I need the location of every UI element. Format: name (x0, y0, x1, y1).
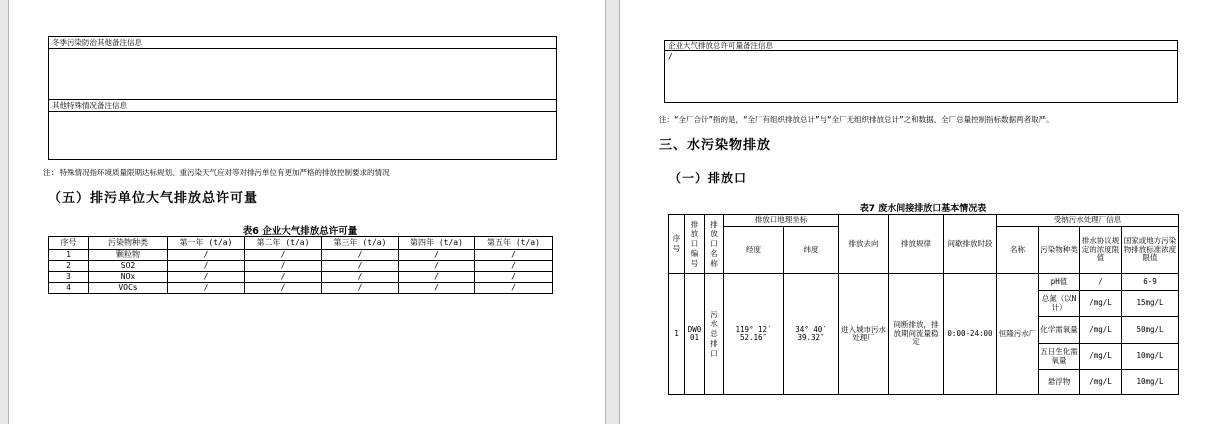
table6-header-row (49, 237, 553, 250)
table7-cell-standard-limit: 15mg/L (1122, 291, 1179, 317)
table6-cell: SO2 (89, 261, 168, 272)
table7-header-pollutant: 污染物种类 (1039, 227, 1080, 274)
table6-cell: / (322, 250, 399, 261)
table7-header-seq-text: 序号 (672, 234, 681, 253)
winter-pollution-remarks-content (49, 49, 556, 100)
table6-cell: / (245, 261, 322, 272)
table6-header-cell: 第二年 (t/a) (245, 237, 322, 250)
table7-cell-agreement-limit: /mg/L (1080, 291, 1122, 317)
section-heading-water-pollutants: 三、水污染物排放 (659, 138, 772, 153)
table6-cell: / (168, 272, 245, 283)
table-wastewater-outlets (668, 214, 1179, 395)
other-special-remarks-header: 其他特殊情况备注信息 (49, 100, 556, 112)
table7-header-longitude: 经度 (724, 227, 784, 274)
table6-cell: / (399, 250, 475, 261)
table6-cell: / (475, 261, 553, 272)
table7-header-pattern: 排放规律 (889, 215, 944, 274)
table7-cell-pollutant-name: 悬浮物 (1039, 370, 1080, 395)
table7-header-period: 间歇排放时段 (944, 215, 997, 274)
table6-cell: NOx (89, 272, 168, 283)
table7-cell-agreement-limit: /mg/L (1080, 317, 1122, 344)
left-page-note: 注: 特殊情况指环境质量限期达标规划、重污染天气应对等对排污单位有更加严格的排放控制要求的情况 (43, 168, 390, 177)
table6-cell: / (399, 283, 475, 294)
table6-cell: VOCs (89, 283, 168, 294)
table7-cell-agreement-limit: /mg/L (1080, 344, 1122, 370)
table7-cell-standard-limit: 6-9 (1122, 274, 1179, 291)
table6-row (49, 272, 553, 283)
table6-header-cell: 第四年 (t/a) (399, 237, 475, 250)
table6-cell: / (475, 272, 553, 283)
table6-cell: / (245, 272, 322, 283)
table6-cell: / (245, 250, 322, 261)
table6-cell: / (399, 261, 475, 272)
air-permit-remarks-content: / (668, 52, 673, 61)
table6-cell: / (399, 272, 475, 283)
winter-pollution-remarks-header: 冬季污染防治其他备注信息 (49, 37, 556, 49)
table7-header-outlet-no-text: 排放口编号 (690, 219, 699, 268)
table7-header-standard-limit: 国家或地方污染物排放标准浓度限值 (1122, 227, 1179, 274)
table7-cell-latitude: 34° 40′ 39.32″ (784, 274, 839, 395)
table7-header-destination: 排放去向 (839, 215, 889, 274)
document-page-left (8, 0, 606, 424)
table7-header-agreement-limit: 排水协议规定的浓度限值 (1080, 227, 1122, 274)
right-page-note: 注：“全厂合计”指的是，“全厂有组织排放总计”与“全厂无组织排放总计”之和数据、全厂总量控制指标数据两者取严。 (659, 115, 1054, 124)
table6-cell: / (322, 283, 399, 294)
air-permit-remarks-box (664, 40, 1178, 103)
table7-cell-standard-limit: 10mg/L (1122, 344, 1179, 370)
table6-cell: / (475, 283, 553, 294)
table7-cell-outlet-name (705, 274, 724, 395)
table7-title: 表7 废水间接排放口基本情况表 (859, 204, 987, 214)
table7-cell-standard-limit: 50mg/L (1122, 317, 1179, 344)
table7-header-seq (669, 215, 685, 274)
table6-row (49, 261, 553, 272)
table6-header-cell: 第三年 (t/a) (322, 237, 399, 250)
table7-cell-standard-limit: 10mg/L (1122, 370, 1179, 395)
remarks-boxes (48, 36, 557, 160)
table6-cell: 颗粒物 (89, 250, 168, 261)
table7-cell-pollutant-name: 化学需氧量 (1039, 317, 1080, 344)
table6-header-cell: 第五年 (t/a) (475, 237, 553, 250)
table6-cell: 2 (49, 261, 89, 272)
table6-header-cell: 污染物种类 (89, 237, 168, 250)
table7-header-outlet-name-text: 排放口名称 (710, 219, 718, 268)
table7-cell-longitude: 119° 12′ 52.16″ (724, 274, 784, 395)
table7-cell-wwtp-name: 恒隆污水厂 (997, 274, 1039, 395)
document-page-right (619, 0, 1222, 424)
table-air-total-permit (48, 236, 553, 294)
table7-cell-outlet-no: DW001 (685, 274, 705, 395)
other-special-remarks-content (49, 112, 556, 159)
table7-cell-pollutant-name: 五日生化需氧量 (1039, 344, 1080, 370)
table6-row (49, 283, 553, 294)
table6-cell: / (322, 272, 399, 283)
table7-header-wwtp-group: 受纳污水处理厂信息 (997, 215, 1179, 227)
table7-cell-period: 0:00-24:00 (944, 274, 997, 395)
table7-data-row (669, 274, 1179, 291)
table6-cell: 3 (49, 272, 89, 283)
table7-header-wwtp-name: 名称 (997, 227, 1039, 274)
table6-title: 表6 企业大气排放总许可量 (242, 226, 358, 237)
table7-cell-pollutant-name: pH值 (1039, 274, 1080, 291)
table6-cell: / (168, 261, 245, 272)
table7-cell-seq: 1 (669, 274, 685, 395)
table7-cell-agreement-limit: /mg/L (1080, 370, 1122, 395)
table7-cell-pattern: 间断排放，排放期间流量稳定 (889, 274, 944, 395)
table7-header-outlet-name (705, 215, 724, 274)
table7-cell-pollutant-name: 总氮（以N计） (1039, 291, 1080, 317)
table7-cell-outlet-name-text: 污水总排口 (710, 309, 718, 358)
table6-header-cell: 第一年 (t/a) (168, 237, 245, 250)
table6-cell: / (245, 283, 322, 294)
table6-cell: / (322, 261, 399, 272)
section-heading-air-total-permit: （五）排污单位大气排放总许可量 (48, 191, 259, 206)
table6-cell: / (168, 283, 245, 294)
table6-cell: 1 (49, 250, 89, 261)
table7-header-coord-group: 排放口地理坐标 (724, 215, 839, 227)
table6-header-cell: 序号 (49, 237, 89, 250)
table7-cell-destination: 进入城市污水处理厂 (839, 274, 889, 395)
table6-cell: 4 (49, 283, 89, 294)
table6-cell: / (475, 250, 553, 261)
table6-cell: / (168, 250, 245, 261)
table7-header-outlet-no (685, 215, 705, 274)
air-permit-remarks-header: 企业大气排放总许可量备注信息 (665, 41, 1177, 51)
table7-cell-agreement-limit: / (1080, 274, 1122, 291)
table6-row (49, 250, 553, 261)
table7-header-row-1 (669, 215, 1179, 227)
sub-heading-outlets: （一）排放口 (669, 171, 748, 185)
table7-header-latitude: 纬度 (784, 227, 839, 274)
